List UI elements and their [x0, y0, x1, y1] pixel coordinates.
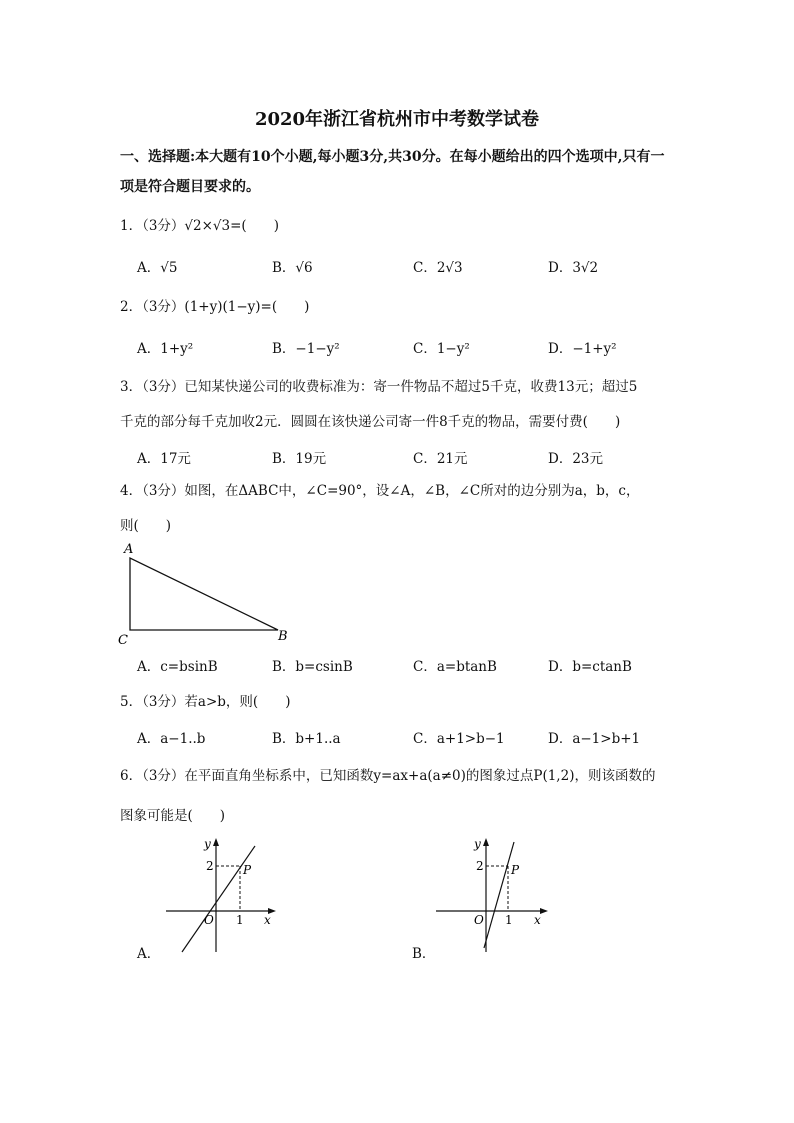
triangle-abc	[130, 558, 278, 630]
question-5-stem: 5．（3分）若a>b，则( )	[120, 694, 291, 710]
q2-option-c: C．1−y²	[413, 341, 470, 357]
q4-option-b: B．b=csinB	[272, 659, 353, 675]
y-axis-label: y	[474, 837, 481, 851]
q3-option-c: C．21元	[413, 451, 468, 467]
q6-option-b: B．	[412, 946, 436, 962]
y-axis-arrow-icon	[213, 838, 219, 846]
y-axis-label: y	[204, 837, 211, 851]
q1-option-a: A．√5	[137, 260, 178, 276]
graph-option-a	[160, 836, 290, 956]
q5-option-d: D．a−1>b+1	[548, 731, 641, 747]
right-triangle-figure	[110, 538, 300, 648]
q6-option-a: A．	[137, 946, 161, 962]
q5-option-b: B．b+1..a	[272, 731, 341, 747]
q4-option-a: A．c=bsinB	[137, 659, 218, 675]
q4-option-d: D．b=ctanB	[548, 659, 632, 675]
q2-option-a: A．1+y²	[137, 341, 194, 357]
q1-option-b: B．√6	[272, 260, 313, 276]
question-1-stem: 1．（3分）√2×√3=( )	[120, 218, 279, 234]
origin-label: O	[474, 913, 484, 927]
tick-label-1: 1	[505, 913, 513, 927]
q3-option-d: D．23元	[548, 451, 604, 467]
question-2-stem: 2．（3分）(1+y)(1−y)=( )	[120, 299, 310, 315]
question-4-line1: 4．（3分）如图，在ΔABC中，∠C=90°，设∠A，∠B，∠C所对的边分别为a，b，c，	[120, 483, 640, 499]
function-line	[182, 846, 255, 952]
origin-label: O	[204, 913, 214, 927]
page-title: 2020年浙江省杭州市中考数学试卷	[254, 109, 540, 130]
q1-option-c: C．2√3	[413, 260, 463, 276]
tick-label-2: 2	[476, 859, 484, 873]
question-4-line2: 则( )	[120, 518, 172, 534]
q2-option-d: D．−1+y²	[548, 341, 617, 357]
q4-option-c: C．a=btanB	[413, 659, 497, 675]
question-3-line2: 千克的部分每千克加收2元．圆圆在该快递公司寄一件8千克的物品，需要付费( )	[120, 414, 621, 430]
question-6-line2: 图象可能是( )	[120, 808, 226, 824]
tick-label-1: 1	[236, 913, 244, 927]
q1-option-d: D．3√2	[548, 260, 599, 276]
y-axis-arrow-icon	[483, 838, 489, 846]
q3-option-b: B．19元	[272, 451, 327, 467]
function-line	[484, 842, 514, 948]
section-heading-line2: 项是符合题目要求的。	[120, 179, 260, 195]
graph-option-b	[432, 836, 562, 956]
q5-option-a: A．a−1..b	[137, 731, 206, 747]
q3-option-a: A．17元	[137, 451, 191, 467]
tick-label-2: 2	[206, 859, 214, 873]
vertex-label-b: B	[278, 629, 288, 644]
vertex-label-a: A	[124, 542, 134, 557]
question-6-line1: 6．（3分）在平面直角坐标系中，已知函数y=ax+a(a≠0)的图象过点P(1,2)，则该函数的	[120, 768, 656, 784]
x-axis-arrow-icon	[540, 908, 548, 914]
q5-option-c: C．a+1>b−1	[413, 731, 505, 747]
section-heading-line1: 一、选择题:本大题有10个小题,每小题3分,共30分。在每小题给出的四个选项中,只有一	[120, 149, 665, 165]
x-axis-label: x	[534, 913, 541, 927]
question-3-line1: 3．（3分）已知某快递公司的收费标准为：寄一件物品不超过5千克，收费13元；超过5	[120, 379, 638, 395]
vertex-label-c: C	[118, 633, 128, 648]
x-axis-label: x	[264, 913, 271, 927]
point-label-p: P	[511, 863, 520, 877]
q2-option-b: B．−1−y²	[272, 341, 340, 357]
point-label-p: P	[243, 863, 252, 877]
